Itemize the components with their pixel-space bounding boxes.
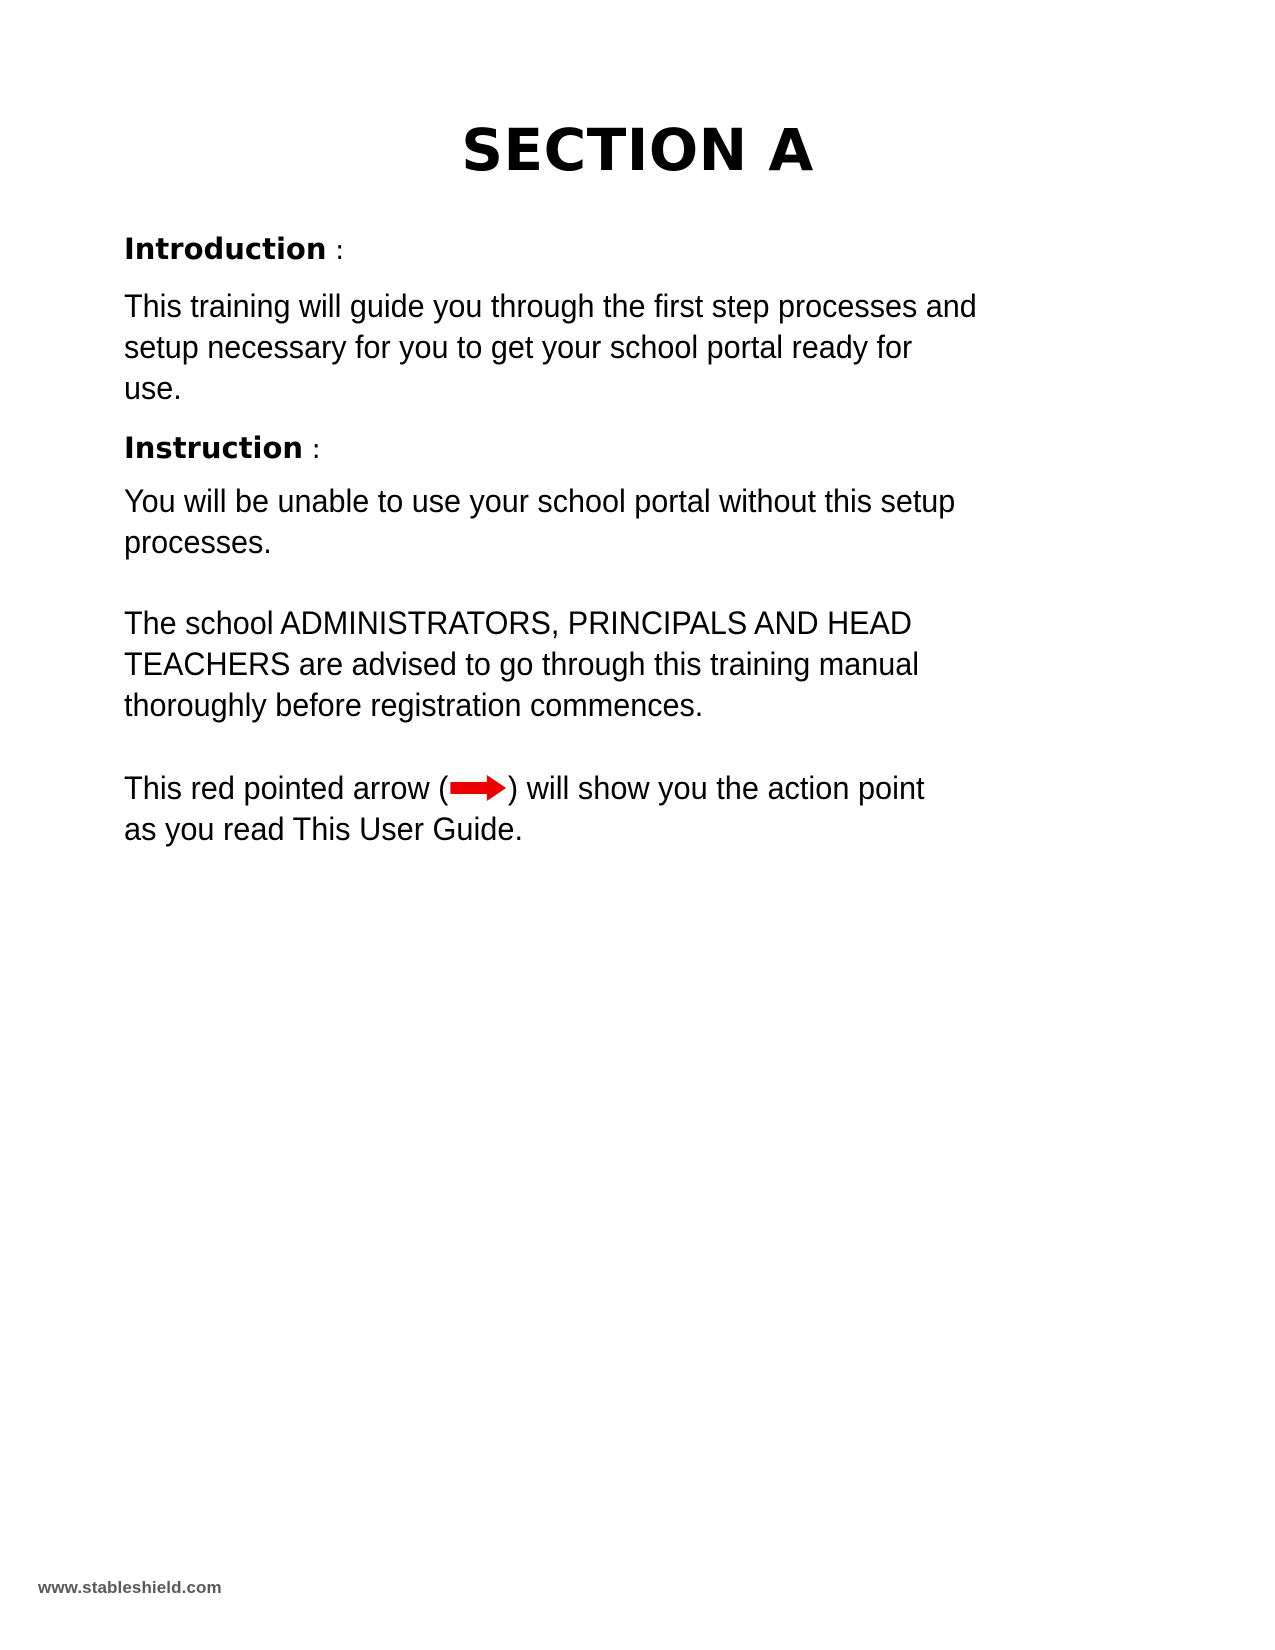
page-title: SECTION A — [461, 116, 814, 184]
paragraph-line-with-arrow — [124, 768, 1074, 809]
paragraph-line: processes. — [124, 524, 272, 560]
paragraph-line: You will be unable to use your school portal without this setup — [124, 483, 956, 519]
paragraph-line: use. — [124, 370, 182, 406]
instruction-paragraph — [124, 481, 1074, 563]
introduction-paragraph — [124, 286, 1074, 409]
introduction-heading-separator: : — [326, 235, 345, 266]
arrow-legend-paragraph — [124, 768, 1074, 850]
arrow-legend-text-before: This red pointed arrow ( — [124, 770, 449, 806]
footer-website-url: www.stableshield.com — [38, 1578, 222, 1597]
red-right-arrow-icon — [448, 773, 508, 803]
paragraph-line: setup necessary for you to get your school portal ready for — [124, 329, 913, 365]
arrow-legend-text-after: ) will show you the action point — [507, 770, 925, 806]
introduction-heading — [124, 232, 1074, 267]
paragraph-line: as you read This User Guide. — [124, 811, 523, 847]
instruction-heading — [124, 431, 1074, 466]
introduction-heading-label: Introduction — [124, 232, 327, 266]
paragraph-line: The school ADMINISTRATORS, PRINCIPALS AND HEAD — [124, 605, 912, 641]
paragraph-line: thoroughly before registration commences. — [124, 687, 704, 723]
paragraph-line: TEACHERS are advised to go through this training manual — [124, 646, 919, 682]
administrators-notice-paragraph — [124, 603, 1074, 726]
instruction-heading-separator: : — [303, 434, 321, 465]
paragraph-line: This training will guide you through the first step processes and — [124, 288, 977, 324]
instruction-heading-label: Instruction — [124, 431, 304, 465]
